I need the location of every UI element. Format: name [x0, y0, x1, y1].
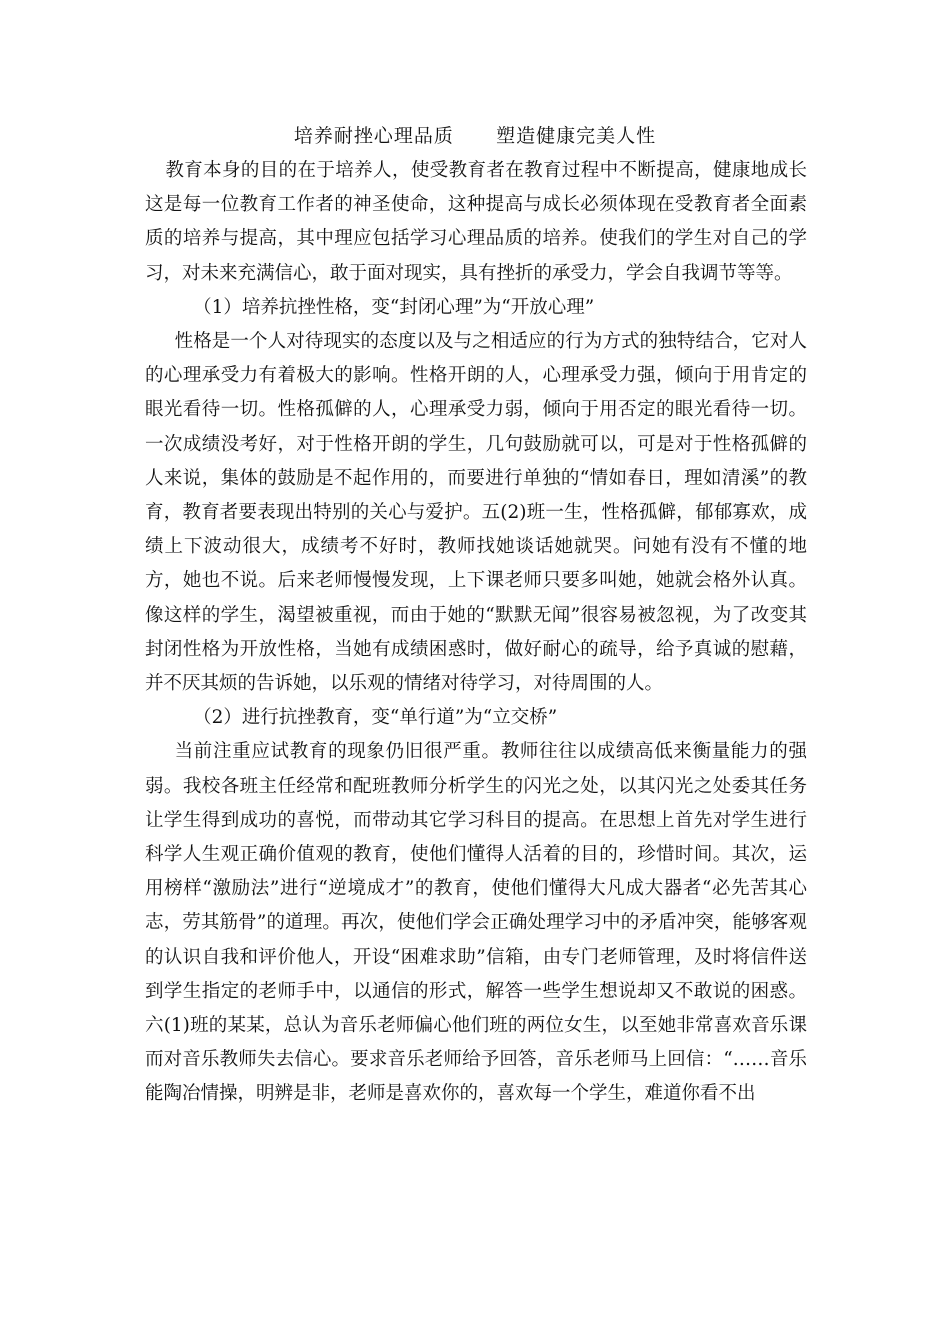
- section-heading-1: （1）培养抗挫性格，变“封闭心理”为“开放心理”: [193, 296, 595, 318]
- document-body: [145, 154, 807, 1112]
- section-heading-2: （2）进行抗挫教育，变“单行道”为“立交桥”: [193, 707, 558, 729]
- section-1-paragraph: 性格是一个人对待现实的态度以及与之相适应的行为方式的独特结合，它对人的心理承受力有着极大的影响。性格开朗的人，心理承受力强，倾向于用肯定的眼光看待一切。性格孤僻的人，心理承受力弱，倾向于用否定的眼光看待一切。一次成绩没考好，对于性格开朗的学生，几句鼓励就可以，可是对于性格孤僻的人来说，集体的鼓励是不起作用的，而要进行单独的“情如春日，理如清溪”的教育，教育者要表现出特别的关心与爱护。五(2)班一生，性格孤僻，郁郁寡欢，成绩上下波动很大，成绩考不好时，教师找她谈话她就哭。问她有没有不懂的地方，她也不说。后来老师慢慢发现，上下课老师只要多叫她，她就会格外认真。像这样的学生，渴望被重视，而由于她的“默默无闻”很容易被忽视，为了改变其封闭性格为开放性格，当她有成绩困惑时，做好耐心的疏导，给予真诚的慰藉，并不厌其烦的告诉她，以乐观的情绪对待学习，对待周围的人。: [145, 331, 807, 695]
- document-title: 培养耐挫心理品质 塑造健康完美人性: [293, 125, 657, 147]
- section-2-paragraph: 当前注重应试教育的现象仍旧很严重。教师往往以成绩高低来衡量能力的强弱。我校各班主任经常和配班教师分析学生的闪光之处，以其闪光之处委其任务让学生得到成功的喜悦，而带动其它学习科目的提高。在思想上首先对学生进行科学人生观正确价值观的教育，使他们懂得人活着的目的，珍惜时间。其次，运用榜样“激励法”进行“逆境成才”的教育，使他们懂得大凡成大器者“必先苦其心志，劳其筋骨”的道理。再次，使他们学会正确处理学习中的矛盾冲突，能够客观的认识自我和评价他人，开设“困难求助”信箱，由专门老师管理，及时将信件送到学生指定的老师手中，以通信的形式，解答一些学生想说却又不敢说的困惑。六(1)班的某某，总认为音乐老师偏心他们班的两位女生，以至她非常喜欢音乐课而对音乐教师失去信心。要求音乐老师给予回答，音乐老师马上回信：“……音乐能陶冶情操，明辨是非，老师是喜欢你的，喜欢每一个学生，难道你看不出: [145, 741, 807, 1105]
- intro-paragraph: 教育本身的目的在于培养人，使受教育者在教育过程中不断提高，健康地成长这是每一位教育工作者的神圣使命，这种提高与成长必须体现在受教育者全面素质的培养与提高，其中理应包括学习心理品质的培养。使我们的学生对自己的学习，对未来充满信心，敢于面对现实，具有挫折的承受力，学会自我调节等等。: [145, 160, 807, 284]
